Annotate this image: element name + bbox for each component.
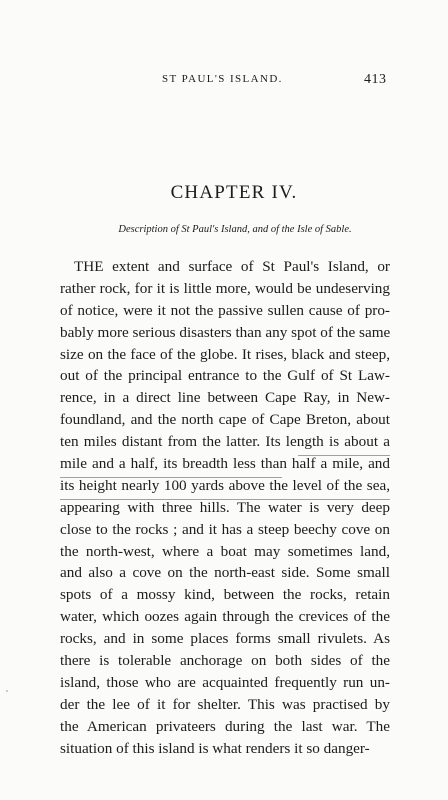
text-line: out of the principal entrance to the Gulf of St Law- [60, 367, 390, 385]
text-line: size on the face of the globe. It rises, black and steep, [60, 345, 390, 363]
text-line: close to the rocks ; and it has a steep beechy cove on [60, 520, 390, 538]
chapter-subtitle: Description of St Paul's Island, and of the Isle of Sable. [118, 224, 352, 235]
pencil-underline [60, 499, 390, 500]
text-line: there is tolerable anchorage on both sides of the [60, 652, 390, 670]
running-title: ST PAUL'S ISLAND. [162, 73, 283, 85]
pencil-underline [60, 477, 282, 478]
text-line: situation of this island is what renders it so danger- [60, 739, 370, 757]
text-line: its height nearly 100 yards above the level of the sea, [60, 476, 390, 494]
text-line: spots of a mossy kind, between the rocks, retain [60, 586, 390, 604]
text-line: rocks, and in some places forms small rivulets. As [60, 630, 390, 648]
text-line: the north-west, where a boat may sometimes land, [60, 542, 390, 560]
chapter-heading: CHAPTER IV. [170, 182, 298, 203]
text-line: and also a cove on the north-east side. Some small [60, 564, 390, 582]
text-line: appearing with three hills. The water is very deep [60, 498, 390, 516]
body-paragraph [60, 256, 390, 759]
text-line: mile and a half, its breadth less than half a mile, and [60, 455, 390, 473]
text-line: rather rock, for it is little more, would be undeserving [60, 279, 390, 297]
text-line: bably more serious disasters than any spot of the same [60, 323, 391, 341]
margin-speck [6, 690, 8, 692]
text-line: the American privateers during the last war. The [60, 717, 390, 735]
text-line: der the lee of it for shelter. This was practised by [60, 695, 390, 713]
text-line: island, those who are acquainted frequently run un- [60, 673, 390, 691]
text-line: of notice, were it not the passive sullen cause of pro- [60, 301, 390, 319]
pencil-underline [298, 455, 390, 456]
text-line: water, which oozes again through the crevices of the [60, 608, 390, 626]
text-line: THE extent and surface of St Paul's Island, or [74, 258, 390, 275]
running-head [0, 73, 448, 93]
text-line: ten miles distant from the latter. Its length is about a [60, 433, 390, 451]
text-line: foundland, and the north cape of Cape Breton, about [60, 411, 390, 429]
page-number: 413 [364, 72, 387, 87]
text-line: rence, in a direct line between Cape Ray, in New- [60, 389, 390, 407]
